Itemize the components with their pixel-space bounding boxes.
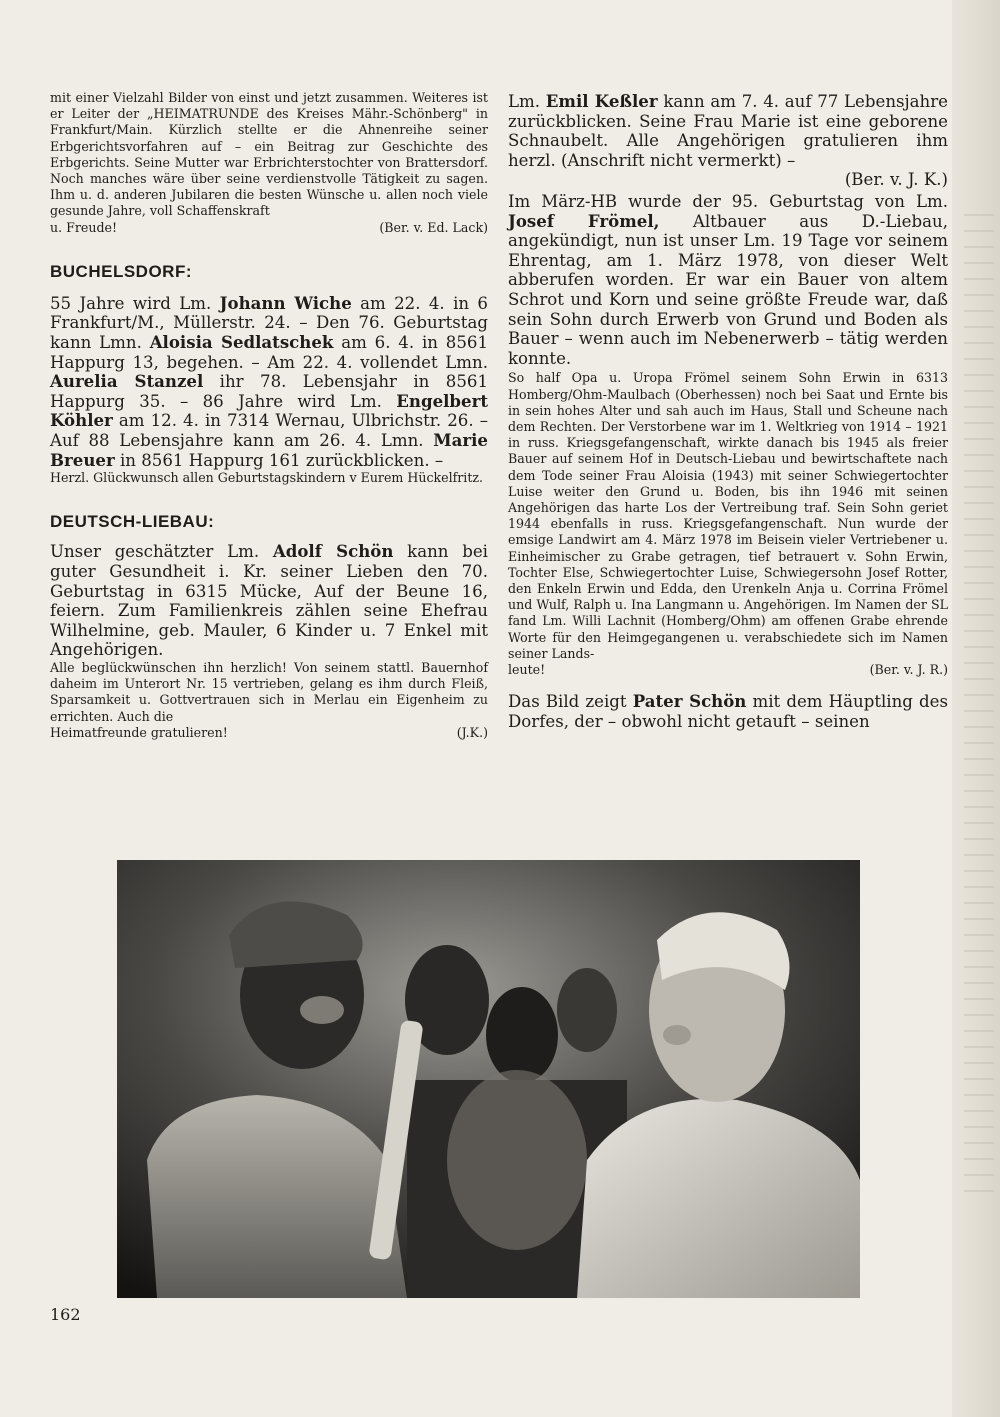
section-heading-buchelsdorf: BUCHELSDORF: (50, 261, 192, 281)
name-aloisia-sedlatschek: Aloisia Sedlatschek (149, 332, 334, 353)
photo-pater-schoen-with-chief (117, 860, 860, 1298)
deutsch-liebau-credit: (J.K.) (456, 724, 488, 740)
name-engelbert-koehler: Engelbert Köhler (50, 390, 488, 431)
deutsch-liebau-last-line: Heimatfreunde gratulieren! (50, 724, 228, 740)
name-emil-kessler: Emil Keßler (545, 91, 658, 111)
right-column (508, 92, 948, 731)
froemel-signoff (508, 662, 948, 678)
kessler-paragraph: Lm. Emil Keßler kann am 7. 4. auf 77 Lebensjahre zurückblicken. Seine Frau Marie ist eine geborene Schnaubelt. Alle Angehörigen gratulieren ihm herzl. (Anschrift nicht vermerkt) – (508, 91, 948, 170)
intro-signoff (50, 220, 488, 236)
buchelsdorf-greeting: Herzl. Glückwunsch allen Geburtstagskindern v Eurem Hückelfritz. (50, 470, 484, 486)
adjacent-page-edge (952, 0, 1000, 1417)
section-heading-deutsch-liebau: DEUTSCH-LIEBAU: (50, 512, 215, 532)
buchelsdorf-paragraph: 55 Jahre wird Lm. Johann Wiche am 22. 4. in 6 Frankfurt/M., Müllerstr. 24. – Den 76. Geburtstag kann Lmn. Aloisia Sedlatschek am 6. 4. in 8561 Happurg 13, begehen. – Am 22. 4. vollendet Lmn. Aurelia Stanzel ihr 78. Lebensjahr in 8561 Happurg 35. – 86 Jahre wird Lm. Engelbert Köhler am 12. 4. in 7314 Wernau, Ulbrichstr. 26. – Auf 88 Lebensjahre kann am 26. 4. Lmn. Marie Breuer in 8561 Happurg 161 zurückblicken. – (50, 292, 489, 470)
froemel-last-line: leute! (508, 661, 546, 677)
intro-credit: (Ber. v. Ed. Lack) (379, 219, 488, 235)
name-aurelia-stanzel: Aurelia Stanzel (50, 371, 204, 392)
deutsch-liebau-paragraph: Unser geschätzter Lm. Adolf Schön kann bei guter Gesundheit i. Kr. seiner Lieben den 70. Geburtstag in 6315 Mücke, Auf der Beune 16, feiern. Zum Familienkreis zählen seine Ehefrau Wilhelmine, geb. Mauler, 6 Kinder u. 7 Enkel mit Angehörigen. (50, 541, 488, 660)
name-adolf-schoen: Adolf Schön (272, 541, 394, 562)
name-marie-breuer: Marie Breuer (50, 429, 488, 470)
intro-last-line: u. Freude! (50, 219, 118, 235)
deutsch-liebau-signoff (50, 725, 488, 741)
intro-paragraph: mit einer Vielzahl Bilder von einst und jetzt zusammen. Weiteres ist er Leiter der „HEIMATRUNDE des Kreises Mähr.-Schönberg" in Frankfurt/Main. Kürzlich stellte er die Ahnenreihe seiner Erbgerichtsvorfahren auf – ein Beitrag zur Geschichte des Erbgerichts. Seine Mutter war Erbrichterstochter von Brattersdorf. Noch manches wäre über seine verdienstvolle Tätigkeit zu sagen. Ihm u. d. anderen Jubilaren die besten Wünsche u. allen noch viele gesunde Jahre, voll Schaffenskraft (50, 90, 488, 219)
name-johann-wiche: Johann Wiche (219, 292, 352, 313)
kessler-credit: (Ber. v. J. K.) (844, 170, 948, 190)
name-josef-froemel: Josef Frömel, (508, 210, 660, 231)
page-number: 162 (50, 1305, 81, 1324)
froemel-credit: (Ber. v. J. R.) (869, 661, 948, 677)
left-column (50, 90, 488, 741)
froemel-obituary-text: So half Opa u. Uropa Frömel seinem Sohn Erwin in 6313 Homberg/Ohm-Maulbach (Oberhessen) noch bei Saat und Ernte bis in sein hohes Alter und sah auch im Haus, Stall und Scheune nach dem Rechten. Der Verstorbene war im 1. Weltkrieg von 1914 – 1921 in russ. Kriegsgefangenschaft, wirkte danach bis 1945 als freier Bauer auf seinem Hof in Deutsch-Liebau und bewirtschaftete nach dem Tode seiner Frau Aloisia (1943) mit seiner Schwiegertochter Luise weiter den Grund u. Boden, bis ihn 1946 mit seinen Angehörigen das harte Los der Vertreibung traf. Sein Sohn geriet 1944 ebenfalls in russ. Kriegsgefangenschaft. Nun wurde der emsige Landwirt am 4. März 1978 im Beisein vieler Vertriebener u. Einheimischer zu Grabe getragen, tief betrauert v. Sohn Erwin, Tochter Else, Schwiegertochter Luise, Schwiegersohn Josef Rotter, den Enkeln Erwin und Edda, den Urenkeln Anja u. Corrina Frömel und Wulf, Ralph u. Ina Langmann u. Angehörigen. Im Namen der SL fand Lm. Willi Lachnit (Homberg/Ohm) am offenen Grabe ehrende Worte für den Heimgegangenen u. verabschiedete sich im Namen seiner Lands- (508, 370, 948, 661)
name-pater-schoen: Pater Schön (632, 691, 747, 712)
froemel-paragraph: Im März-HB wurde der 95. Geburtstag von Lm. Josef Frömel, Altbauer aus D.-Liebau, angekündigt, nun ist unser Lm. 19 Tage vor seinem Ehrentag, am 1. März 1978, von dieser Welt abberufen worden. Er war ein Bauer von altem Schrot und Korn und seine größte Freude war, daß sein Sohn durch Erwerb von Grund und Boden als Bauer – wenn auch im Nebenerwerb – tätig werden konnte. (508, 191, 948, 368)
photo-caption: Das Bild zeigt Pater Schön mit dem Häuptling des Dorfes, der – obwohl nicht getauft – seinen (508, 691, 948, 731)
deutsch-liebau-small-text: Alle beglückwünschen ihn herzlich! Von seinem stattl. Bauernhof daheim im Unterort Nr. 15 vertrieben, gelang es ihm durch Fleiß, Sparsamkeit u. Gottvertrauen sich in Merlau ein Eigenheim zu errichten. Auch die (50, 659, 488, 724)
